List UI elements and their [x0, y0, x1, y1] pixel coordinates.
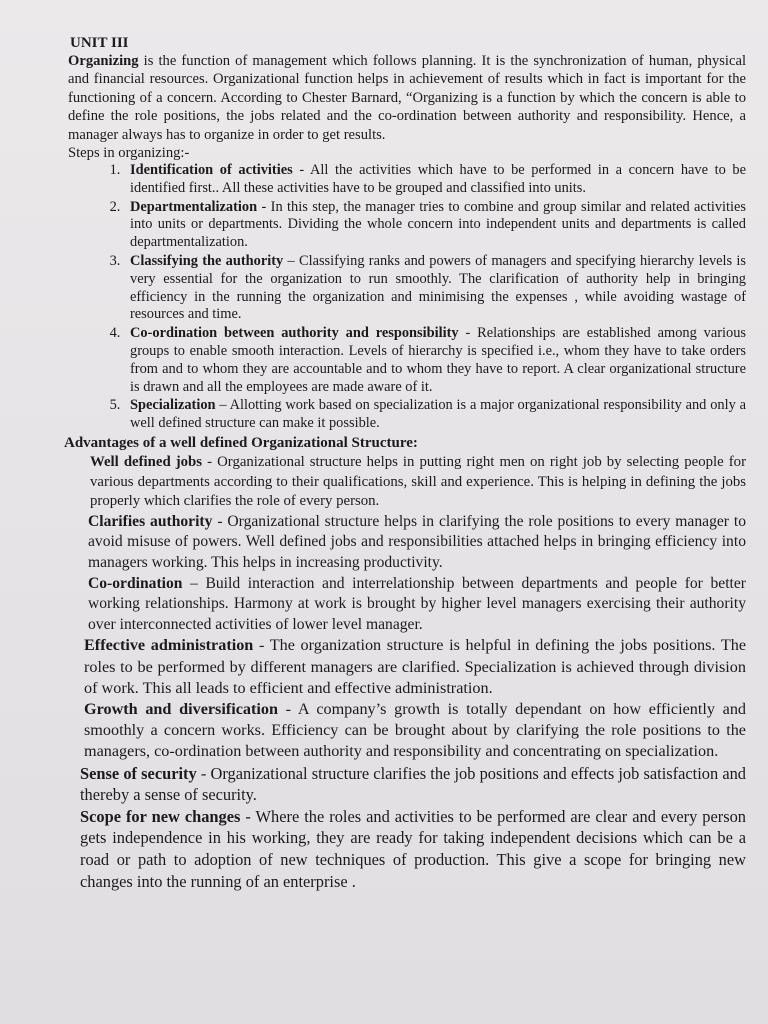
advantage-text: – Build interaction and interrelationship between departments and people for better working relationships. Harmony at work is brought by higher level managers exercising their authority over interconnected activities of lower level manager. — [88, 574, 746, 633]
advantage-text: - A company’s growth is totally dependant on how efficiently and smoothly a concern works. Efficiency can be brought about by clarifying the role positions to the managers, co-ordination between authority and responsibility and concentrating on specialization. — [84, 699, 747, 761]
step-title: Classifying the authority — [130, 253, 284, 270]
steps-heading: Steps in organizing:- — [68, 145, 190, 162]
intro-text: is the function of management which follows planning. It is the synchronization of human, physical and financial resources. Organizational function helps in achievement of results which in fact is important for the functioning of a concern. According to Chester Barnard, “Organizing is a function by which the concern is able to define the role positions, the jobs related and the co-ordination between authority and responsibility. Hence, a manager always has to organize in order to get results. — [68, 53, 746, 143]
advantage-item — [90, 453, 746, 512]
step-text: - In this step, the manager tries to combine and group similar and related activities into units or departments. Dividing the whole concern into independent units and departments is called departmentalization. — [130, 198, 746, 251]
step-title: Identification of activities — [130, 162, 293, 179]
step-item — [124, 199, 746, 252]
advantages-list — [68, 453, 746, 892]
steps-list — [68, 162, 746, 433]
advantage-text: - Organizational structure clarifies the job positions and effects job satisfaction and thereby a sense of security. — [80, 763, 746, 805]
step-title: Co-ordination between authority and responsibility — [130, 325, 459, 342]
step-text: - All the activities which have to be performed in a concern have to be identified first.. All these activities have to be grouped and classified into units. — [130, 162, 746, 196]
advantage-title: Well defined jobs — [90, 453, 203, 470]
intro-lead: Organizing — [68, 53, 139, 69]
advantage-title: Scope for new changes — [80, 806, 241, 826]
advantage-text: - Organizational structure helps in putting right men on right job by selecting people for various departments according to their qualifications, skill and experience. This is helping in defining the jobs properly which clarifies the role of every person. — [90, 453, 747, 510]
advantage-item — [88, 574, 746, 636]
step-item — [124, 397, 746, 433]
advantage-text: - Where the roles and activities to be performed are clear and every person gets independence in his working, they are ready for taking independent decisions which can be a road or path to adoption of new techniques of production. This give a scope for bringing new changes into the running of an enterprise . — [80, 806, 746, 891]
step-text: - Relationships are established among various groups to enable smooth interaction. Levels of hierarchy is specified i.e., whom they have to take orders from and to whom they are accountable and to whom they have to report. A clear organizational structure is drawn and all the employees are made aware of it. — [130, 325, 747, 395]
advantage-text: - The organization structure is helpful in defining the jobs positions. The roles to be performed by different managers are clarified. Specialization is achieved through division of work. This all leads to efficient and effective administration. — [84, 636, 747, 697]
advantage-title: Clarifies authority — [88, 512, 213, 530]
intro-paragraph — [68, 52, 746, 144]
step-title: Specialization — [130, 397, 216, 414]
advantage-item — [80, 806, 746, 892]
advantage-title: Sense of security — [80, 763, 197, 783]
advantage-item — [88, 512, 746, 574]
advantage-title: Co-ordination — [88, 574, 183, 592]
advantage-title: Effective administration — [84, 636, 254, 655]
advantage-item — [80, 763, 746, 806]
advantage-item — [84, 635, 746, 699]
advantage-item — [84, 699, 746, 763]
unit-title: UNIT III — [70, 35, 129, 51]
advantage-title: Growth and diversification — [84, 699, 279, 718]
advantage-text: - Organizational structure helps in clarifying the role positions to every manager to avoid misuse of powers. Well defined jobs and responsibilities attached helps in bringing efficiency into managers working. This helps in increasing productivity. — [88, 512, 746, 571]
advantages-heading: Advantages of a well defined Organizational Structure: — [64, 434, 418, 451]
step-text: – Allotting work based on specialization is a major organizational responsibility and only a well defined structure can make it possible. — [130, 397, 746, 432]
step-title: Departmentalization — [130, 198, 258, 215]
step-text: – Classifying ranks and powers of managers and specifying hierarchy levels is very essential for the organization to run smoothly. The clarification of authority help in bringing efficiency in the running the organization and minimising the expenses , while avoiding wastage of resources and time. — [130, 253, 746, 323]
step-item — [124, 253, 746, 324]
step-item — [124, 162, 746, 198]
step-item — [124, 325, 746, 396]
